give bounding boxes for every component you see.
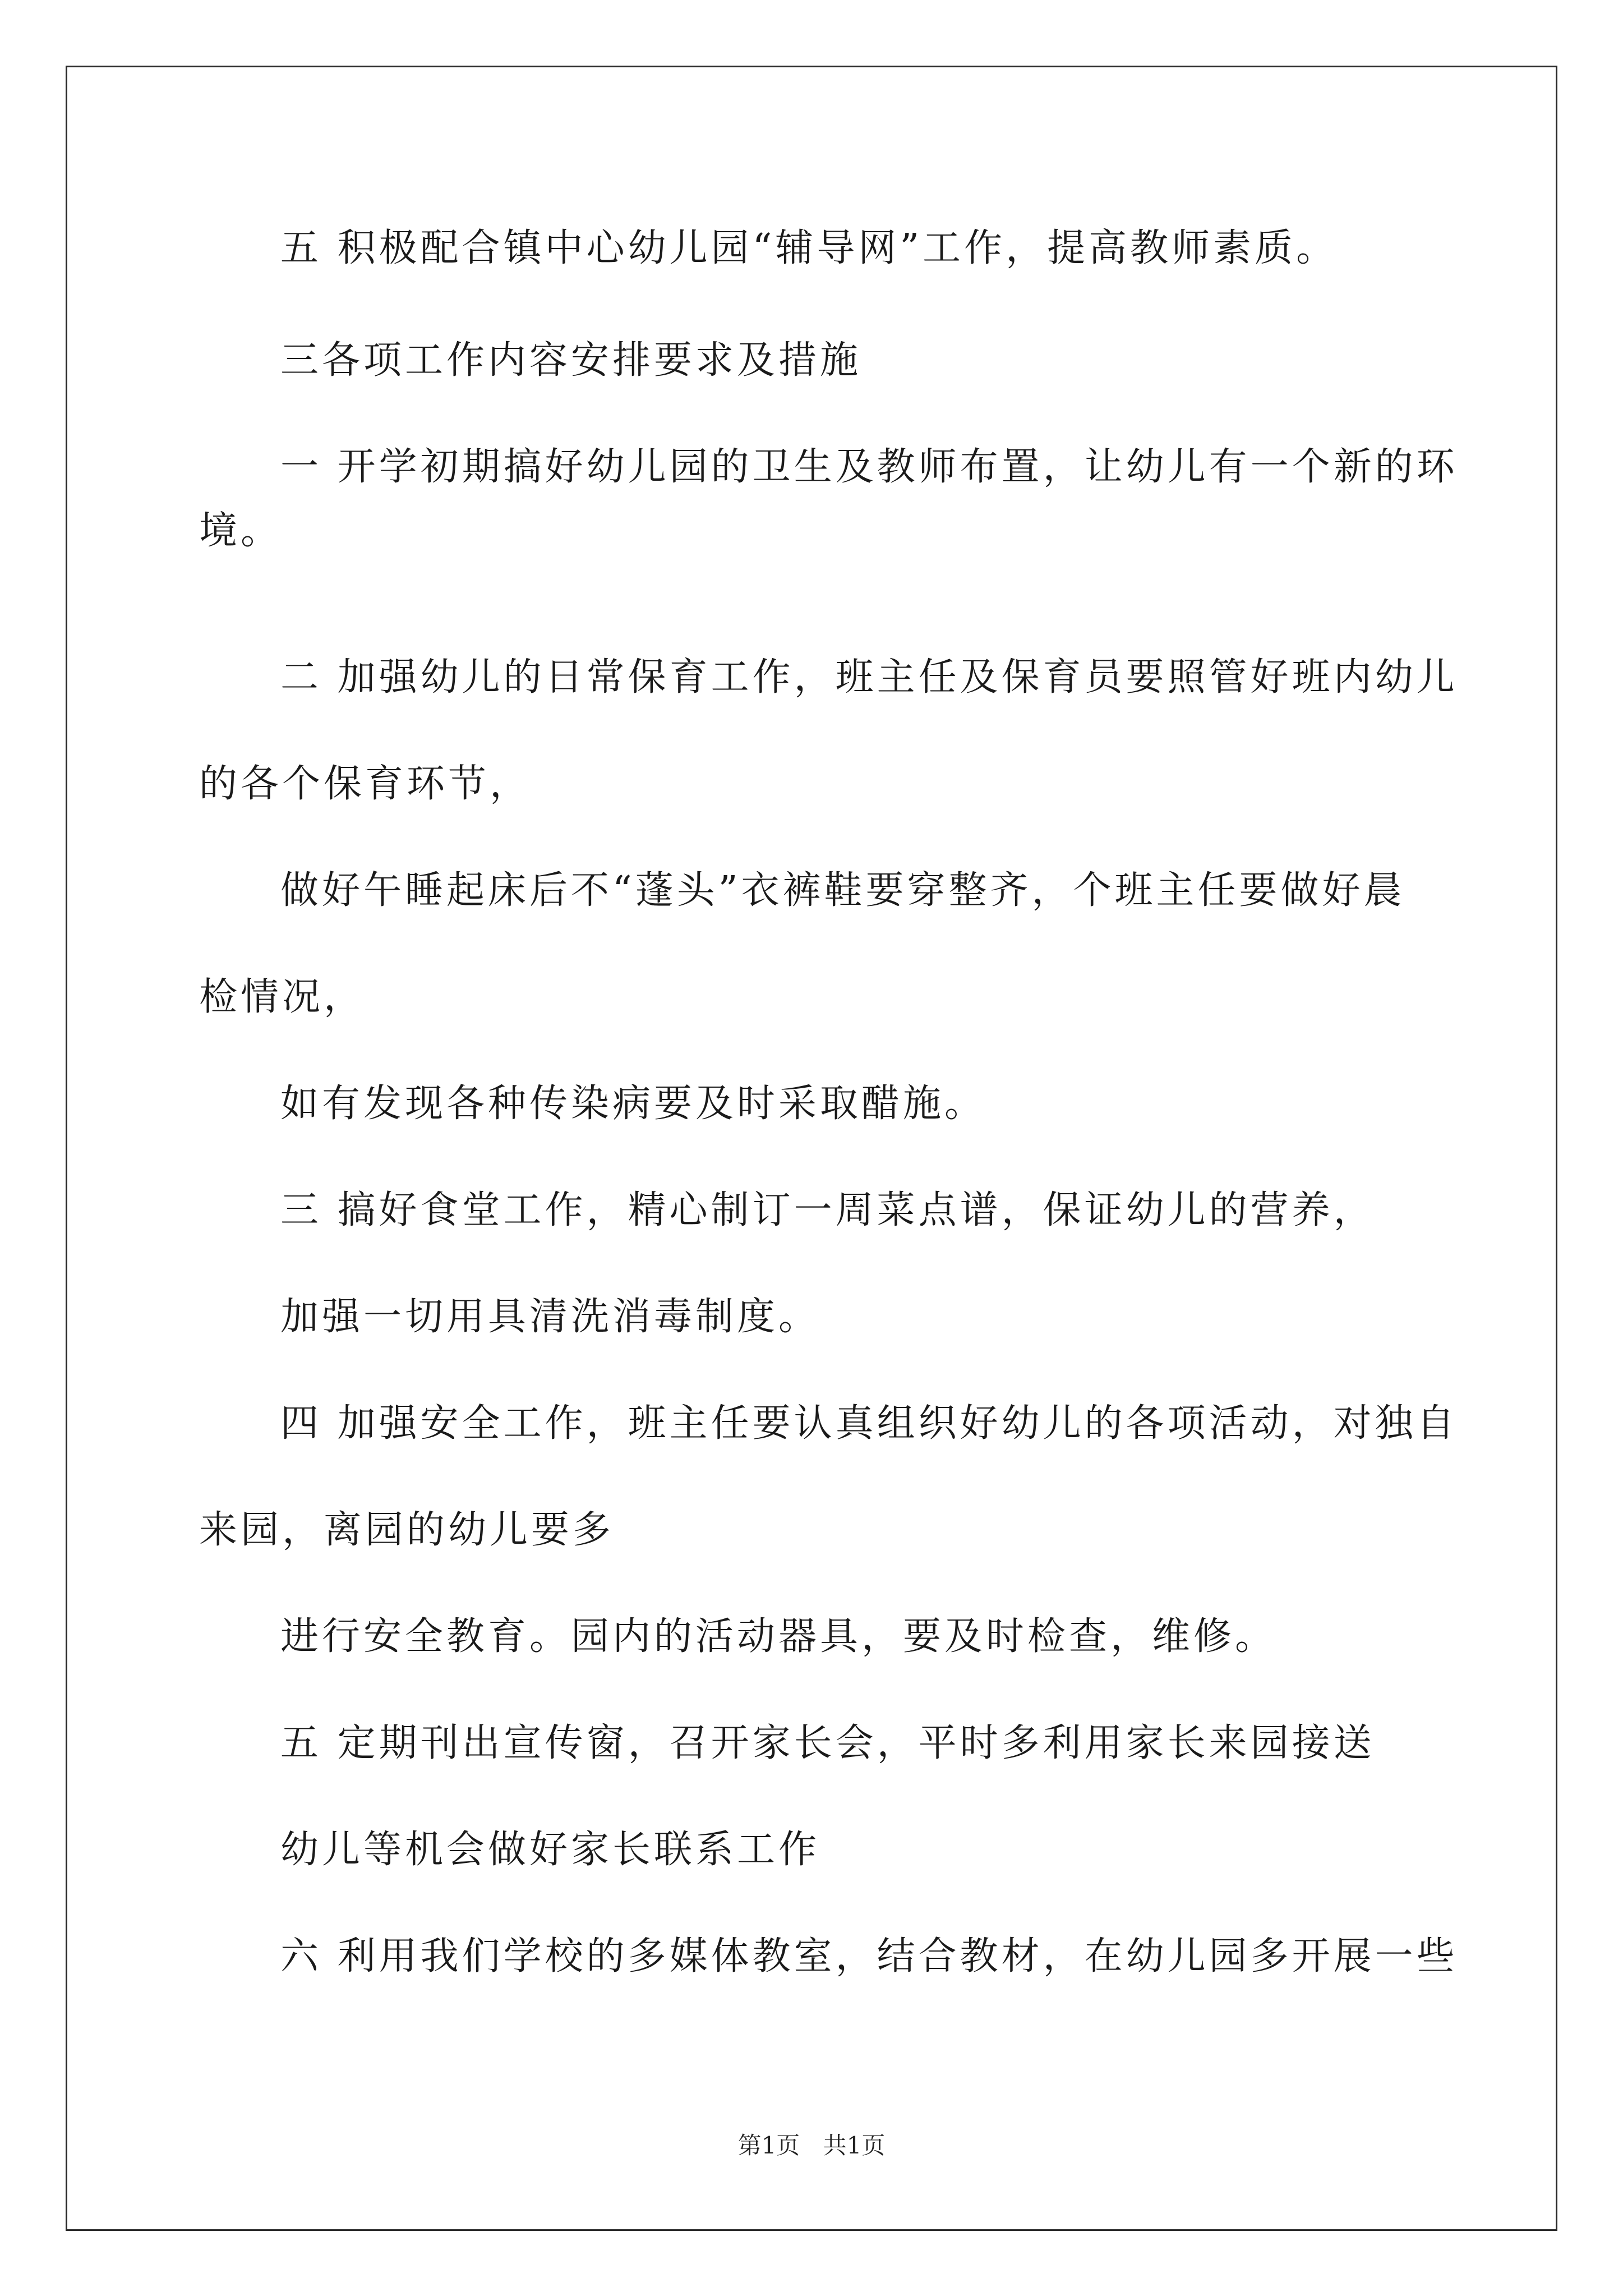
text-line: 四 加强安全工作，班主任要认真组织好幼儿的各项活动，对独自 — [280, 1401, 1458, 1446]
text-line: 幼儿等机会做好家长联系工作 — [280, 1828, 820, 1872]
text-line: 进行安全教育。园内的活动器具，要及时检查，维修。 — [280, 1614, 1277, 1659]
text-line: 做好午睡起床后不“蓬头”衣裤鞋要穿整齐，个班主任要做好晨 — [280, 868, 1405, 913]
text-line: 三 搞好食堂工作，精心制订一周菜点谱，保证幼儿的营养， — [280, 1188, 1375, 1232]
text-line: 五 积极配合镇中心幼儿园“辅导网”工作，提高教师素质。 — [280, 226, 1338, 270]
text-line: 的各个保育环节， — [199, 762, 532, 806]
page-total: 共1页 — [823, 2132, 886, 2159]
section-heading: 三各项工作内容安排要求及措施 — [280, 338, 862, 383]
text-line: 境。 — [199, 509, 283, 553]
text-line: 六 利用我们学校的多媒体教室，结合教材，在幼儿园多开展一些 — [280, 1934, 1458, 1978]
text-line: 来园，离园的幼儿要多 — [199, 1508, 615, 1552]
text-line: 检情况， — [199, 975, 366, 1019]
text-line: 一 开学初期搞好幼儿园的卫生及教师布置，让幼儿有一个新的环 — [280, 445, 1458, 489]
text-line: 加强一切用具清洗消毒制度。 — [280, 1295, 820, 1339]
page-number: 第1页 — [737, 2132, 800, 2159]
text-line: 五 定期刊出宣传窗，召开家长会，平时多利用家长来园接送 — [280, 1721, 1375, 1765]
text-line: 如有发现各种传染病要及时采取醋施。 — [280, 1082, 986, 1126]
text-line: 二 加强幼儿的日常保育工作，班主任及保育员要照管好班内幼儿 — [280, 655, 1458, 700]
page-footer — [0, 2132, 1623, 2160]
page-border — [66, 66, 1557, 2231]
